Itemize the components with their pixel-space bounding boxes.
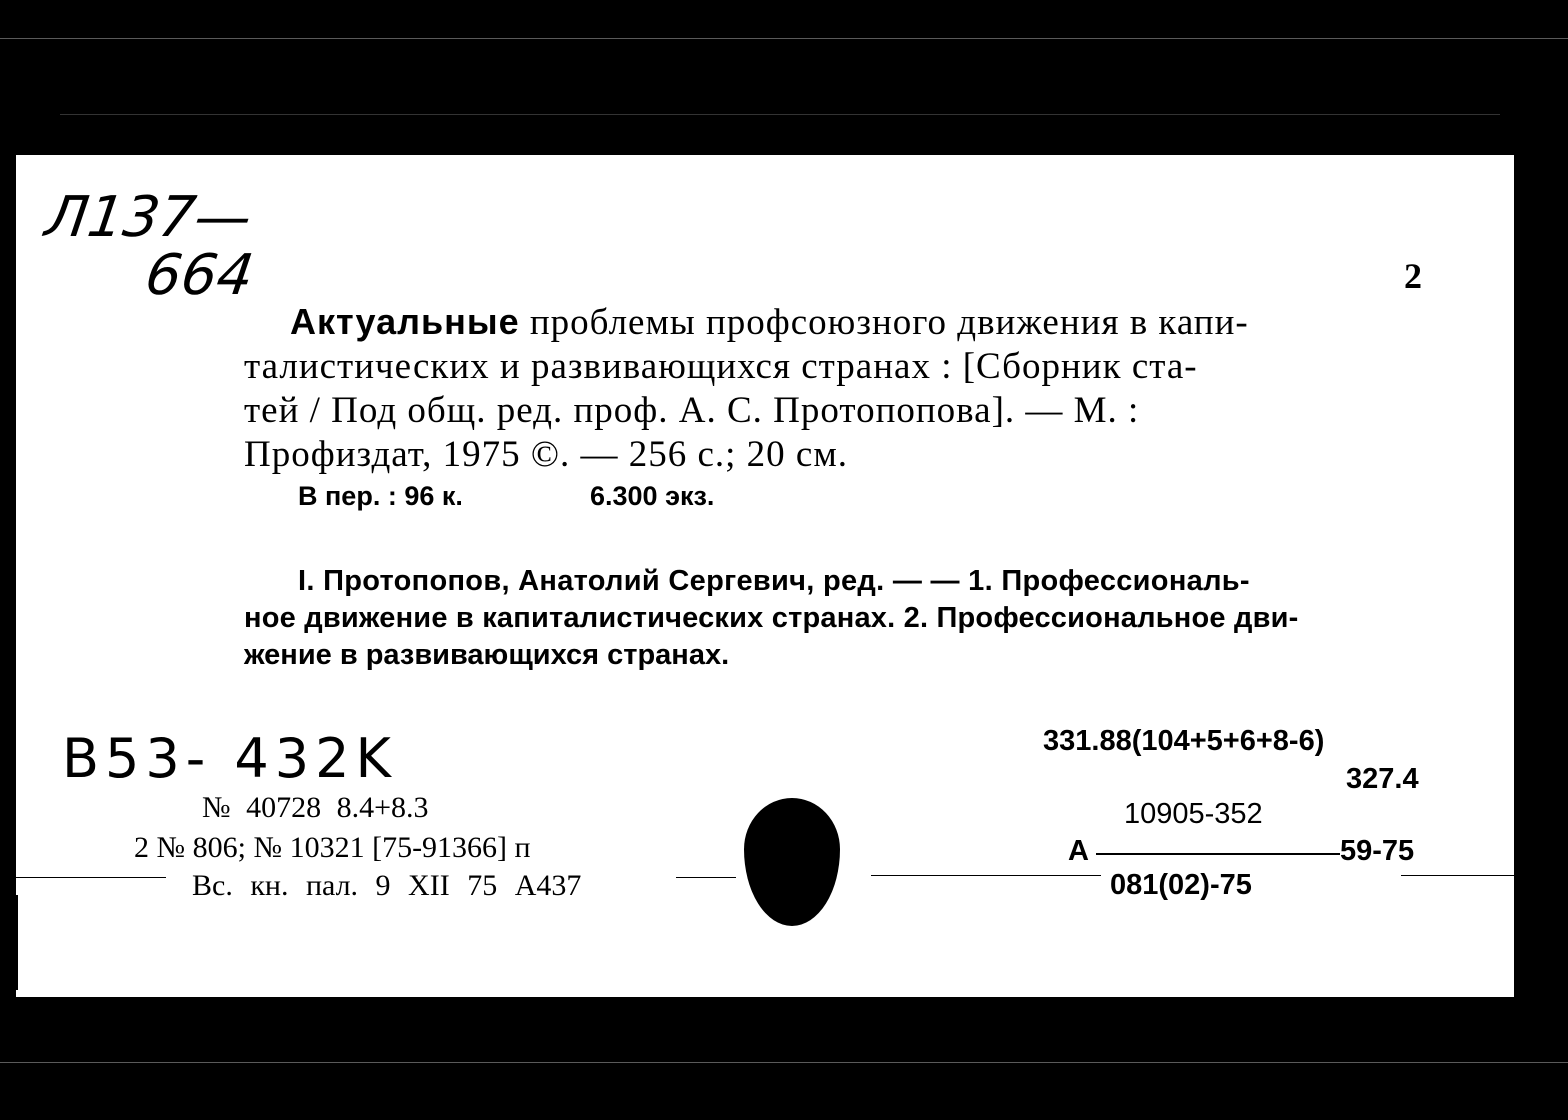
fraction-denominator: 081(02)-75 bbox=[1110, 869, 1252, 901]
code-line-1: № 40728 8.4+8.3 bbox=[202, 791, 429, 824]
scan-line-top bbox=[0, 38, 1568, 39]
scan-line-upper bbox=[60, 114, 1500, 115]
rule-right bbox=[1401, 875, 1514, 876]
rule-middle bbox=[871, 875, 1101, 876]
tracing-line-2: ное движение в капиталистических странах. 2. Профессиональное дви- bbox=[244, 602, 1299, 634]
fraction-letter: А bbox=[1068, 835, 1089, 867]
rule-left bbox=[16, 877, 166, 878]
udc-index: 331.88(104+5+6+8-6) bbox=[1043, 725, 1325, 757]
code-line-2: 2 № 806; № 10321 [75-91366] п bbox=[134, 831, 531, 864]
tracing-line-1: I. Протопопов, Анатолий Сергевич, ред. — — 1. Профессиональ- bbox=[298, 565, 1250, 597]
fraction-suffix: 59-75 bbox=[1340, 835, 1415, 867]
fraction-numerator: 10905-352 bbox=[1124, 798, 1263, 830]
entry-line-4: Профиздат, 1975 ©. — 256 с.; 20 см. bbox=[244, 434, 849, 475]
card-number: 2 bbox=[1404, 256, 1422, 296]
entry-line-1 bbox=[290, 301, 1249, 344]
entry-price: В пер. : 96 к. bbox=[298, 481, 463, 511]
fraction-bar bbox=[1096, 853, 1340, 855]
rule-left-2 bbox=[676, 877, 736, 878]
entry-title-bold: Актуальные bbox=[290, 301, 520, 342]
entry-line-1-rest: проблемы профсоюзного движения в капи- bbox=[529, 302, 1249, 343]
bbk-index: 327.4 bbox=[1346, 763, 1419, 795]
handwritten-shelf-mark-bottom: 664 bbox=[141, 243, 258, 308]
entry-copies: 6.300 экз. bbox=[590, 481, 715, 511]
handwritten-bbk-mark: B53- 432K bbox=[62, 727, 397, 790]
edge-mark bbox=[16, 895, 18, 990]
handwritten-shelf-mark-top: Л137— bbox=[41, 185, 256, 250]
catalog-card bbox=[16, 155, 1514, 997]
punch-hole bbox=[744, 798, 840, 926]
entry-line-3: тей / Под общ. ред. проф. А. С. Протопопова]. — М. : bbox=[244, 390, 1140, 431]
scan-line-bottom bbox=[0, 1062, 1568, 1063]
code-line-3: Вс. кн. пал. 9 XII 75 А437 bbox=[192, 869, 582, 902]
tracing-line-3: жение в развивающихся странах. bbox=[244, 639, 730, 671]
entry-line-2: талистических и развивающихся странах : [Сборник ста- bbox=[244, 346, 1198, 387]
